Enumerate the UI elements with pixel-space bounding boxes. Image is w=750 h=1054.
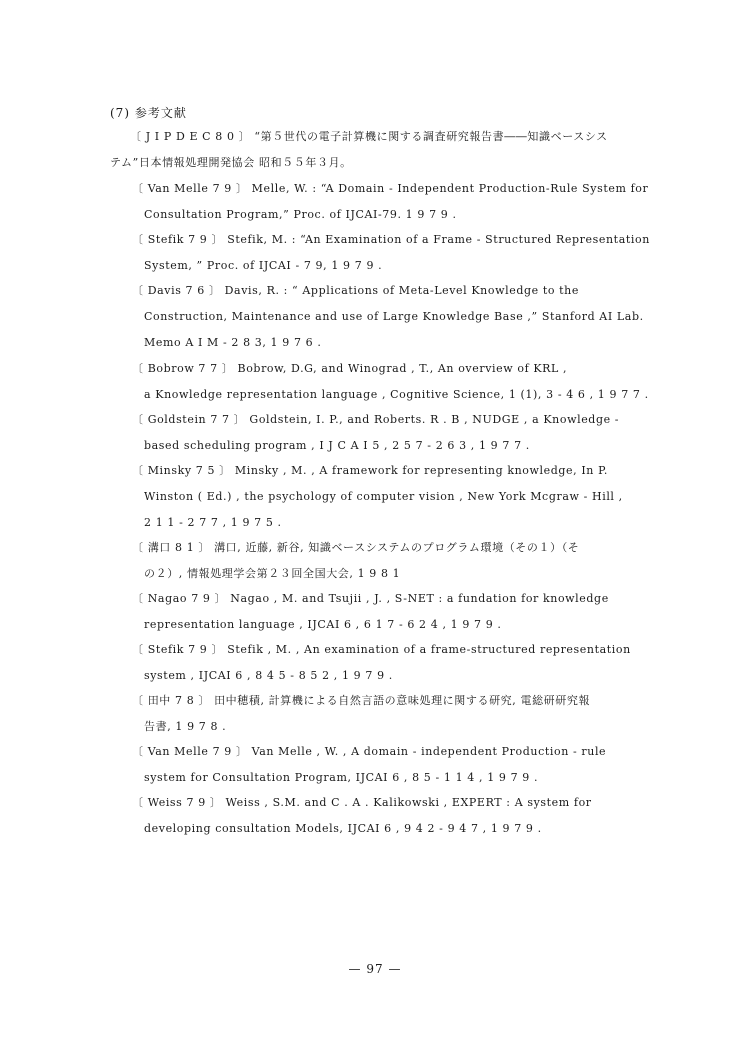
reference-line: 〔 溝口 8 1 〕 溝口, 近藤, 新谷, 知識ベースシステムのプログラム環境（その１）（そ xyxy=(132,541,580,554)
reference-line: Winston ( Ed.) , the psychology of computer vision , New York Mcgraw - Hill , xyxy=(144,490,623,503)
reference-line: developing consultation Models, IJCAI 6 , 9 4 2 - 9 4 7 , 1 9 7 9 . xyxy=(144,822,542,835)
reference-line: system , IJCAI 6 , 8 4 5 - 8 5 2 , 1 9 7 9 . xyxy=(144,669,393,682)
reference-line: a Knowledge representation language , Cognitive Science, 1 (1), 3 - 4 6 , 1 9 7 7 . xyxy=(144,388,649,401)
reference-line: の２）, 情報処理学会第２３回全国大会, 1 9 8 1 xyxy=(144,567,401,580)
reference-entry xyxy=(132,535,579,587)
reference-line: 〔 Minsky 7 5 〕 Minsky , M. , A framework for representing knowledge, In P. xyxy=(132,464,608,477)
reference-entry xyxy=(132,176,648,228)
reference-entry xyxy=(132,227,650,279)
reference-entry xyxy=(132,790,592,842)
reference-line: 2 1 1 - 2 7 7 , 1 9 7 5 . xyxy=(144,516,282,529)
reference-line: 〔 Weiss 7 9 〕 Weiss , S.M. and C . A . Kalikowski , EXPERT : A system for xyxy=(132,796,592,809)
reference-entry xyxy=(132,458,623,536)
reference-line: Consultation Program,” Proc. of IJCAI-79. 1 9 7 9 . xyxy=(144,208,457,221)
reference-line: System, ” Proc. of IJCAI - 7 9, 1 9 7 9 . xyxy=(144,259,383,272)
reference-line: Memo A I M - 2 8 3, 1 9 7 6 . xyxy=(144,336,322,349)
reference-line: 〔 Bobrow 7 7 〕 Bobrow, D.G, and Winograd , T., An overview of KRL , xyxy=(132,362,568,375)
reference-entry xyxy=(132,586,609,638)
reference-entry xyxy=(132,688,590,740)
reference-line: Construction, Maintenance and use of Large Knowledge Base ,” Stanford AI Lab. xyxy=(144,310,644,323)
reference-line: based scheduling program , I J C A I 5 , 2 5 7 - 2 6 3 , 1 9 7 7 . xyxy=(144,439,530,452)
section-title: (7) 参考文献 xyxy=(110,106,187,120)
reference-line: 〔 Stefik 7 9 〕 Stefik, M. : “An Examination of a Frame - Structured Representation xyxy=(132,233,650,246)
reference-line: 〔 J I P D E C 8 0 〕 “第５世代の電子計算機に関する調査研究報告書――知識ベースシス xyxy=(130,130,608,143)
reference-entry xyxy=(132,356,649,408)
reference-line: 〔 Davis 7 6 〕 Davis, R. : “ Applications of Meta-Level Knowledge to the xyxy=(132,284,579,297)
reference-line: 告書, 1 9 7 8 . xyxy=(144,720,227,733)
page-number: — 97 — xyxy=(348,962,402,976)
reference-entry xyxy=(132,278,644,356)
reference-line: 〔 Goldstein 7 7 〕 Goldstein, I. P., and Roberts. R . B , NUDGE , a Knowledge - xyxy=(132,413,620,426)
reference-entry xyxy=(132,637,631,689)
reference-entry xyxy=(132,407,619,459)
reference-line: representation language , IJCAI 6 , 6 1 7 - 6 2 4 , 1 9 7 9 . xyxy=(144,618,502,631)
reference-line: system for Consultation Program, IJCAI 6 , 8 5 - 1 1 4 , 1 9 7 9 . xyxy=(144,771,539,784)
reference-line: 〔 Stefik 7 9 〕 Stefik , M. , An examination of a frame-structured representation xyxy=(132,643,631,656)
reference-line: 〔 田中 7 8 〕 田中穂積, 計算機による自然言語の意味処理に関する研究, 電総研研究報 xyxy=(132,694,591,707)
reference-line: 〔 Van Melle 7 9 〕 Melle, W. : “A Domain - Independent Production-Rule System for xyxy=(132,182,649,195)
reference-entry xyxy=(110,124,608,176)
reference-line: 〔 Nagao 7 9 〕 Nagao , M. and Tsujii , J. , S-NET : a fundation for knowledge xyxy=(132,592,609,605)
reference-entry xyxy=(132,739,606,791)
reference-line: テム”日本情報処理開発協会 昭和５５年３月。 xyxy=(110,156,352,169)
reference-line: 〔 Van Melle 7 9 〕 Van Melle , W. , A domain - independent Production - rule xyxy=(132,745,607,758)
